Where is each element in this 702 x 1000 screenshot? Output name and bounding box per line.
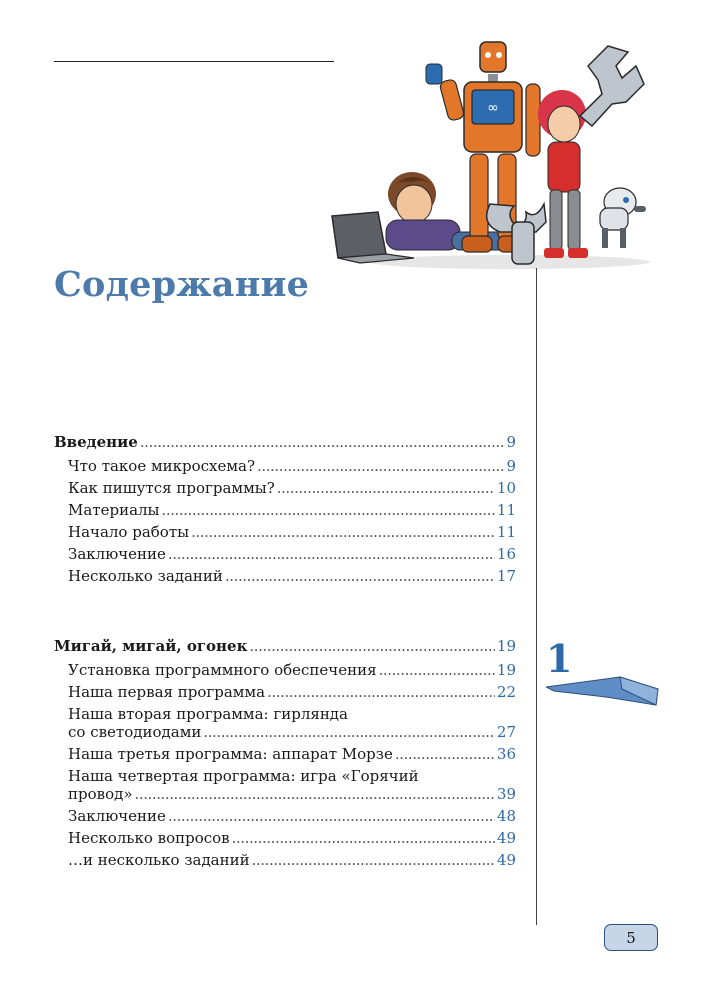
- entry-label: Несколько заданий: [68, 567, 223, 585]
- entry-label: Наша третья программа: аппарат Морзе: [68, 745, 393, 763]
- leader-dots: [252, 851, 495, 869]
- leader-dots: [267, 683, 495, 701]
- cartoon-illustration: [330, 36, 670, 272]
- page-ref: 19: [496, 637, 516, 655]
- page-ref: 11: [496, 501, 516, 519]
- entry-label: …и несколько заданий: [68, 851, 250, 869]
- chapter-heading[interactable]: [54, 637, 516, 655]
- page-ref: 36: [496, 745, 516, 763]
- entry-label: Как пишутся программы?: [68, 479, 275, 497]
- toc-entry[interactable]: [54, 545, 516, 563]
- entry-label-line1: Наша вторая программа: гирлянда: [68, 705, 348, 723]
- chapter-title: Введение: [54, 433, 138, 451]
- chapter-title: Мигай, мигай, огонек: [54, 637, 248, 655]
- toc-entry[interactable]: [54, 851, 516, 869]
- entry-label: Заключение: [68, 545, 166, 563]
- page-ref: 9: [506, 433, 516, 451]
- robot-dog-figure: [600, 188, 646, 248]
- leader-dots: [232, 829, 495, 847]
- chapter-heading[interactable]: [54, 433, 516, 451]
- page-ref: 49: [496, 851, 516, 869]
- page-number-badge: 5: [604, 924, 658, 951]
- page-ref: 39: [496, 785, 516, 803]
- toc-entry[interactable]: [54, 457, 516, 475]
- page-ref: 49: [496, 829, 516, 847]
- page-title: Содержание: [54, 264, 310, 305]
- entry-label: Наша первая программа: [68, 683, 266, 701]
- entry-label: Начало работы: [68, 523, 190, 541]
- toc-entry[interactable]: [54, 479, 516, 497]
- page-ref: 9: [506, 457, 516, 475]
- page-ref: 48: [496, 807, 516, 825]
- toc-entry[interactable]: [54, 767, 516, 803]
- top-rule: [54, 61, 334, 62]
- leader-dots: [203, 723, 495, 741]
- entry-label-line2: провод»: [68, 785, 133, 803]
- page-ref: 11: [496, 523, 516, 541]
- entry-label: Материалы: [68, 501, 160, 519]
- entry-label-line2: со светодиодами: [68, 723, 202, 741]
- svg-text:∞: ∞: [487, 100, 499, 116]
- leader-dots: [225, 567, 495, 585]
- entry-label: Что такое микросхема?: [68, 457, 256, 475]
- toc-chapter-intro: [54, 433, 516, 585]
- toc-entry[interactable]: [54, 745, 516, 763]
- vertical-divider: [536, 268, 537, 925]
- page-ref: 16: [496, 545, 516, 563]
- leader-dots: [140, 433, 504, 451]
- page-ref: 17: [496, 567, 516, 585]
- page-ref: 27: [496, 723, 516, 741]
- leader-dots: [162, 501, 495, 519]
- leader-dots: [277, 479, 495, 497]
- toc-entry[interactable]: [54, 829, 516, 847]
- chapter-number: 1: [546, 636, 573, 681]
- leader-dots: [379, 661, 495, 679]
- leader-dots: [168, 807, 495, 825]
- page-ref: 22: [496, 683, 516, 701]
- leader-dots: [135, 785, 495, 803]
- leader-dots: [257, 457, 504, 475]
- leader-dots: [168, 545, 495, 563]
- toc-entry[interactable]: [54, 523, 516, 541]
- page-ref: 19: [496, 661, 516, 679]
- leader-dots: [395, 745, 495, 763]
- leader-dots: [191, 523, 495, 541]
- entry-label: Несколько вопросов: [68, 829, 230, 847]
- toc-entry[interactable]: [54, 705, 516, 741]
- toc-entry[interactable]: [54, 567, 516, 585]
- toc-chapter-1: [54, 637, 516, 869]
- chapter-ribbon: [546, 675, 662, 707]
- toc-entry[interactable]: [54, 501, 516, 519]
- entry-label-line1: Наша четвертая программа: игра «Горячий: [68, 767, 419, 785]
- entry-label: Установка программного обеспечения: [68, 661, 377, 679]
- entry-label: Заключение: [68, 807, 166, 825]
- toc-entry[interactable]: [54, 661, 516, 679]
- page-ref: 10: [496, 479, 516, 497]
- toc-entry[interactable]: [54, 807, 516, 825]
- leader-dots: [249, 637, 495, 655]
- toc-entry[interactable]: [54, 683, 516, 701]
